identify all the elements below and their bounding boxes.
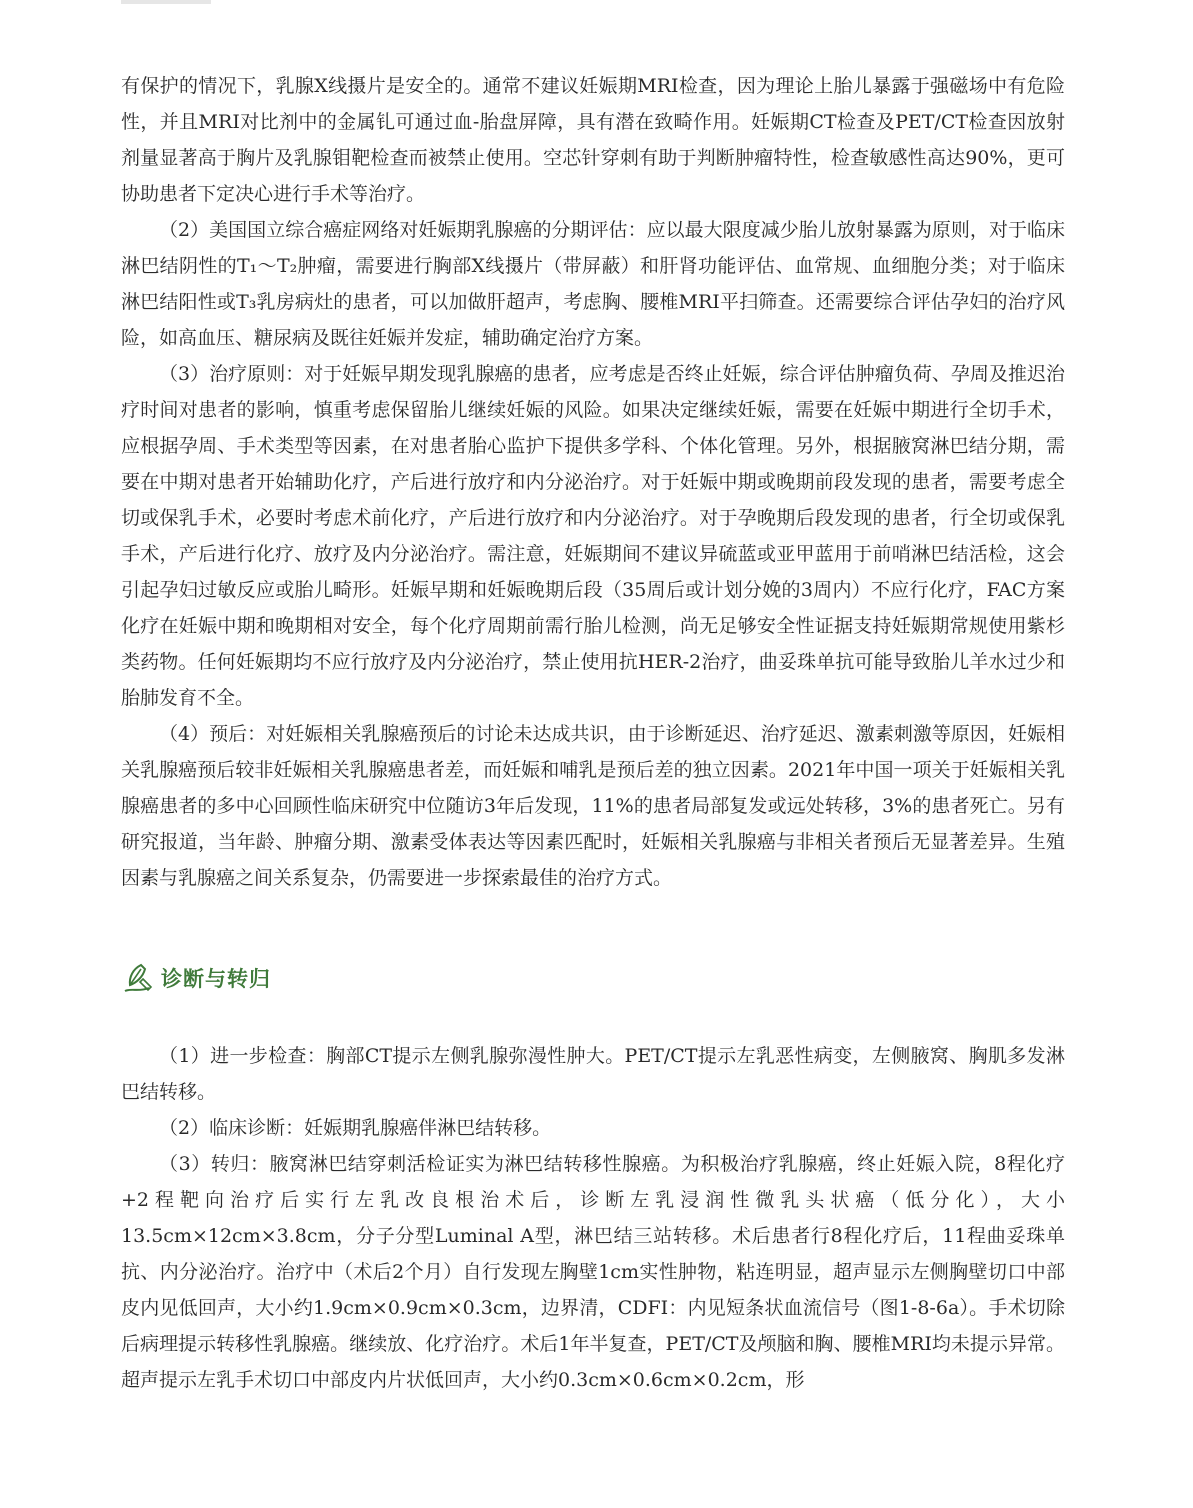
- body-text-top: [121, 68, 1065, 896]
- paragraph-clinical-diagnosis: （2）临床诊断：妊娠期乳腺癌伴淋巴结转移。: [159, 1117, 552, 1139]
- paragraph-prognosis: （4）预后：对妊娠相关乳腺癌预后的讨论未达成共识，由于诊断延迟、治疗延迟、激素刺激等原因，妊娠相关乳腺癌预后较非妊娠相关乳腺癌患者差，而妊娠和哺乳是预后差的独立因素。2021年中国一项关于妊娠相关乳腺癌患者的多中心回顾性临床研究中位随访3年后发现，11%的患者局部复发或远处转移，3%的患者死亡。另有研究报道，当年龄、肿瘤分期、激素受体表达等因素匹配时，妊娠相关乳腺癌与非相关者预后无显著差异。生殖因素与乳腺癌之间关系复杂，仍需要进一步探索最佳的治疗方式。: [121, 723, 1065, 889]
- paragraph-imaging-safety: 有保护的情况下，乳腺X线摄片是安全的。通常不建议妊娠期MRI检查，因为理论上胎儿暴露于强磁场中有危险性，并且MRI对比剂中的金属钆可通过血-胎盘屏障，具有潜在致畸作用。妊娠期CT检查及PET/CT检查因放射剂量显著高于胸片及乳腺钼靶检查而被禁止使用。空芯针穿刺有助于判断肿瘤特性，检查敏感性高达90%，更可协助患者下定决心进行手术等治疗。: [121, 75, 1065, 205]
- paragraph-outcome: （3）转归：腋窝淋巴结穿刺活检证实为淋巴结转移性腺癌。为积极治疗乳腺癌，终止妊娠入院，8程化疗+2程靶向治疗后实行左乳改良根治术后，诊断左乳浸润性微乳头状癌（低分化），大小13.5cm×12cm×3.8cm，分子分型Luminal A型，淋巴结三站转移。术后患者行8程化疗后，11程曲妥珠单抗、内分泌治疗。治疗中（术后2个月）自行发现左胸壁1cm实性肿物，粘连明显，超声显示左侧胸壁切口中部皮内见低回声，大小约1.9cm×0.9cm×0.3cm，边界清，CDFI：内见短条状血流信号（图1-8-6a）。手术切除后病理提示转移性乳腺癌。继续放、化疗治疗。术后1年半复查，PET/CT及颅脑和胸、腰椎MRI均未提示异常。超声提示左乳手术切口中部皮内片状低回声，大小约0.3cm×0.6cm×0.2cm，形: [121, 1153, 1065, 1391]
- paragraph-further-exam: （1）进一步检查：胸部CT提示左侧乳腺弥漫性肿大。PET/CT提示左乳恶性病变，左侧腋窝、胸肌多发淋巴结转移。: [121, 1045, 1065, 1103]
- paragraph-treatment-principles: （3）治疗原则：对于妊娠早期发现乳腺癌的患者，应考虑是否终止妊娠，综合评估肿瘤负荷、孕周及推迟治疗时间对患者的影响，慎重考虑保留胎儿继续妊娠的风险。如果决定继续妊娠，需要在妊娠中期进行全切手术，应根据孕周、手术类型等因素，在对患者胎心监护下提供多学科、个体化管理。另外，根据腋窝淋巴结分期，需要在中期对患者开始辅助化疗，产后进行放疗和内分泌治疗。对于妊娠中期或晚期前段发现的患者，需要考虑全切或保乳手术，必要时考虑术前化疗，产后进行放疗和内分泌治疗。对于孕晚期后段发现的患者，行全切或保乳手术，产后进行化疗、放疗及内分泌治疗。需注意，妊娠期间不建议异硫蓝或亚甲蓝用于前哨淋巴结活检，这会引起孕妇过敏反应或胎儿畸形。妊娠早期和妊娠晚期后段（35周后或计划分娩的3周内）不应行化疗，FAC方案化疗在妊娠中期和晚期相对安全，每个化疗周期前需行胎儿检测，尚无足够安全性证据支持妊娠期常规使用紫杉类药物。任何妊娠期均不应行放疗及内分泌治疗，禁止使用抗HER-2治疗，曲妥珠单抗可能导致胎儿羊水过少和胎肺发育不全。: [121, 363, 1065, 709]
- section-heading: [121, 958, 271, 998]
- section-title: 诊断与转归: [161, 967, 271, 991]
- body-text-bottom: [121, 1038, 1065, 1398]
- header-rule: [121, 0, 211, 4]
- leaf-pen-icon: [121, 961, 155, 995]
- paragraph-staging: （2）美国国立综合癌症网络对妊娠期乳腺癌的分期评估：应以最大限度减少胎儿放射暴露为原则，对于临床淋巴结阴性的T₁～T₂肿瘤，需要进行胸部X线摄片（带屏蔽）和肝肾功能评估、血常规、血细胞分类；对于临床淋巴结阳性或T₃乳房病灶的患者，可以加做肝超声，考虑胸、腰椎MRI平扫筛查。还需要综合评估孕妇的治疗风险，如高血压、糖尿病及既往妊娠并发症，辅助确定治疗方案。: [121, 219, 1065, 349]
